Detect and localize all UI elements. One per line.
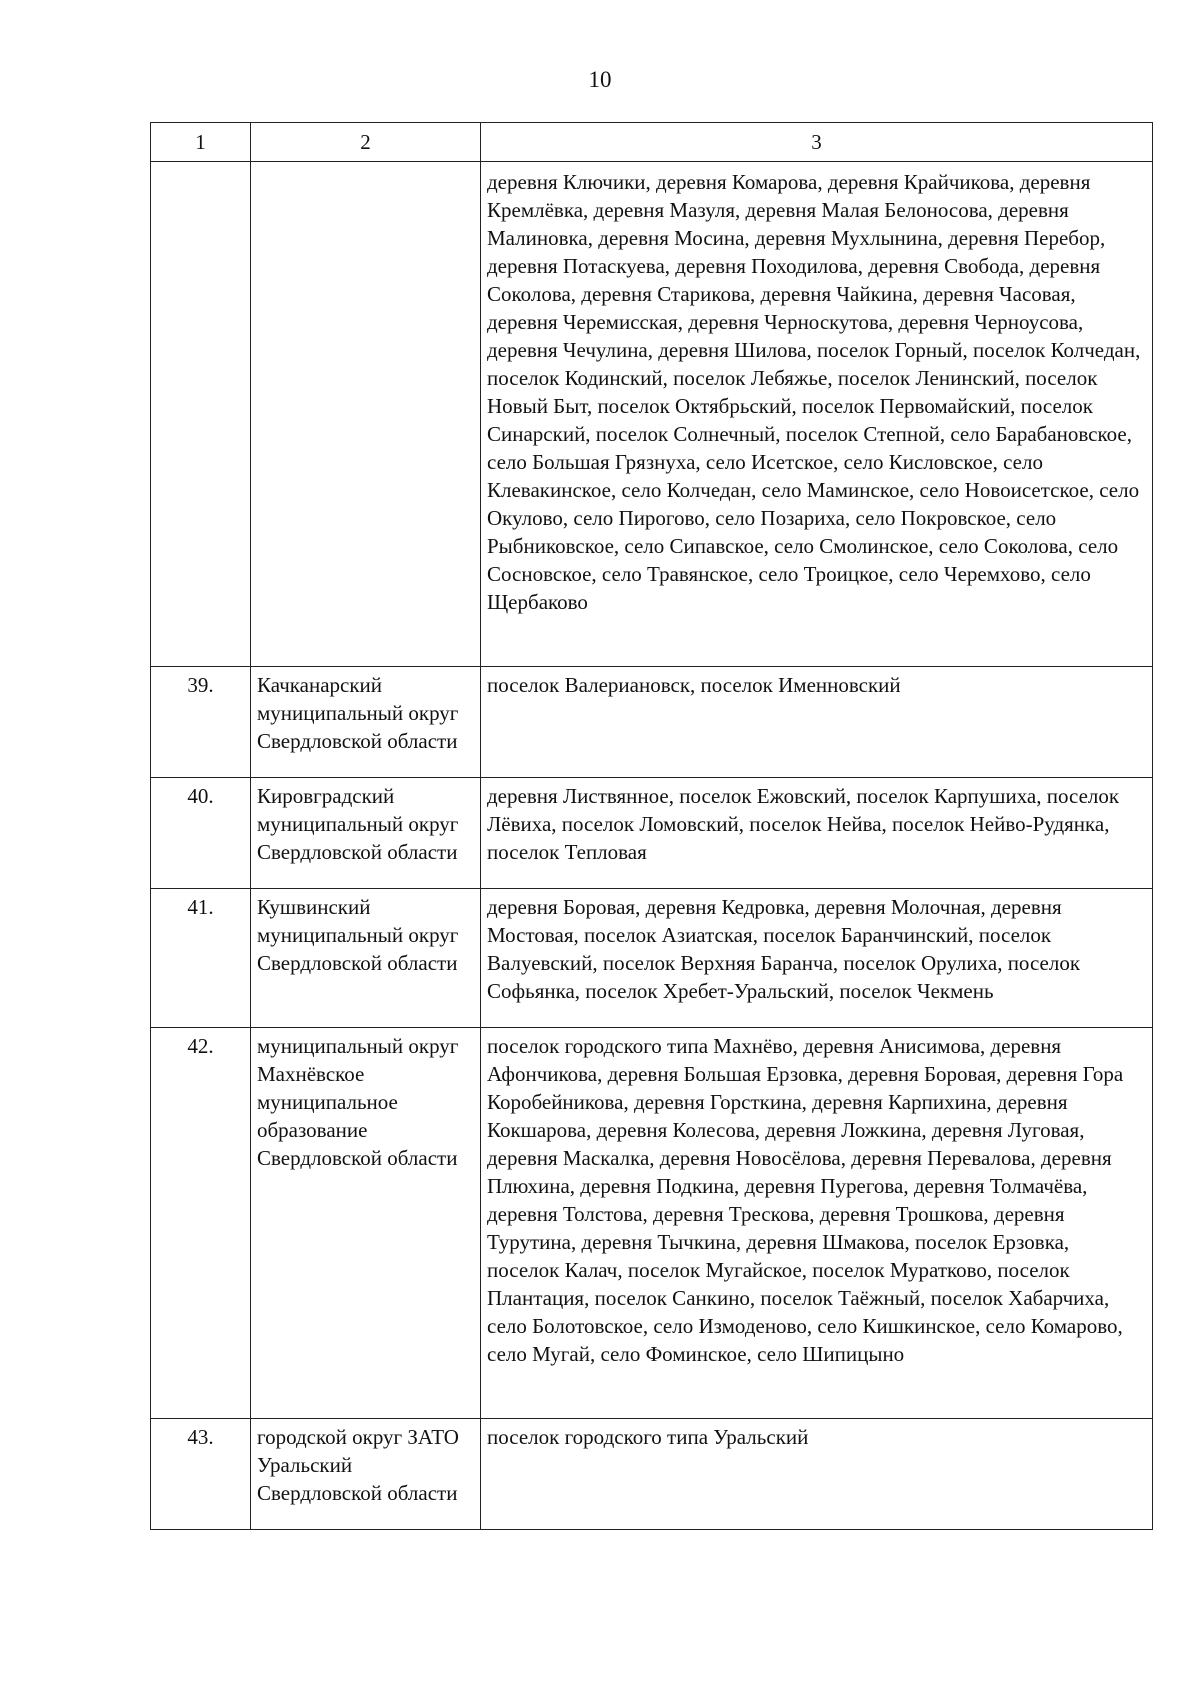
municipality-name: городской округ ЗАТО Уральский Свердловской области [251, 1419, 481, 1530]
table-row [151, 778, 1153, 889]
row-number: 39. [151, 667, 251, 778]
column-header-2: 2 [251, 123, 481, 162]
settlements-list: деревня Боровая, деревня Кедровка, деревня Молочная, деревня Мостовая, поселок Азиатская, поселок Баранчинский, поселок Валуевский, поселок Верхняя Баранча, поселок Орулиха, поселок Софьянка, поселок Хребет-Уральский, поселок Чекмень [481, 889, 1153, 1028]
municipality-name: муниципальный округ Махнёвское муниципальное образование Свердловской области [251, 1028, 481, 1419]
municipality-name: Кировградский муниципальный округ Свердловской области [251, 778, 481, 889]
page-number: 10 [588, 67, 612, 92]
row-number: 40. [151, 778, 251, 889]
municipality-name [251, 162, 481, 667]
settlements-list: поселок городского типа Махнёво, деревня Анисимова, деревня Афончикова, деревня Большая Ерзовка, деревня Боровая, деревня Гора Коробейникова, деревня Горсткина, деревня Карпихина, деревня Кокшарова, деревня Колесова, деревня Ложкина, деревня Луговая, деревня Маскалка, деревня Новосёлова, деревня Перевалова, деревня Плюхина, деревня Подкина, деревня Пурегова, деревня Толмачёва, деревня Толстова, деревня Трескова, деревня Трошкова, деревня Турутина, деревня Тычкина, деревня Шмакова, поселок Ерзовка, поселок Калач, поселок Мугайское, поселок Муратково, поселок Плантация, поселок Санкино, поселок Таёжный, поселок Хабарчиха, село Болотовское, село Измоденово, село Кишкинское, село Комарово, село Мугай, село Фоминское, село Шипицыно [481, 1028, 1153, 1419]
table-row [151, 667, 1153, 778]
row-number: 42. [151, 1028, 251, 1419]
municipality-name: Качканарский муниципальный округ Свердловской области [251, 667, 481, 778]
settlements-list: деревня Листвянное, поселок Ежовский, поселок Карпушиха, поселок Лёвиха, поселок Ломовский, поселок Нейва, поселок Нейво-Рудянка, поселок Тепловая [481, 778, 1153, 889]
table-header-row [151, 123, 1153, 162]
settlements-list: поселок городского типа Уральский [481, 1419, 1153, 1530]
settlements-table [150, 122, 1153, 1530]
table-row [151, 889, 1153, 1028]
row-number: 43. [151, 1419, 251, 1530]
row-number [151, 162, 251, 667]
table-row [151, 162, 1153, 667]
column-header-1: 1 [151, 123, 251, 162]
table-row [151, 1028, 1153, 1419]
municipality-name: Кушвинский муниципальный округ Свердловской области [251, 889, 481, 1028]
table-row [151, 1419, 1153, 1530]
row-number: 41. [151, 889, 251, 1028]
settlements-list: деревня Ключики, деревня Комарова, деревня Крайчикова, деревня Кремлёвка, деревня Мазуля, деревня Малая Белоносова, деревня Малиновка, деревня Мосина, деревня Мухлынина, деревня Перебор, деревня Потаскуева, деревня Походилова, деревня Свобода, деревня Соколова, деревня Старикова, деревня Чайкина, деревня Часовая, деревня Черемисская, деревня Черноскутова, деревня Черноусова, деревня Чечулина, деревня Шилова, поселок Горный, поселок Колчедан, поселок Кодинский, поселок Лебяжье, поселок Ленинский, поселок Новый Быт, поселок Октябрьский, поселок Первомайский, поселок Синарский, поселок Солнечный, поселок Степной, село Барабановское, село Большая Грязнуха, село Исетское, село Кисловское, село Клевакинское, село Колчедан, село Маминское, село Новоисетское, село Окулово, село Пирогово, село Позариха, село Покровское, село Рыбниковское, село Сипавское, село Смолинское, село Соколова, село Сосновское, село Травянское, село Троицкое, село Черемхово, село Щербаково [481, 162, 1153, 667]
settlements-list: поселок Валериановск, поселок Именновский [481, 667, 1153, 778]
column-header-3: 3 [481, 123, 1153, 162]
